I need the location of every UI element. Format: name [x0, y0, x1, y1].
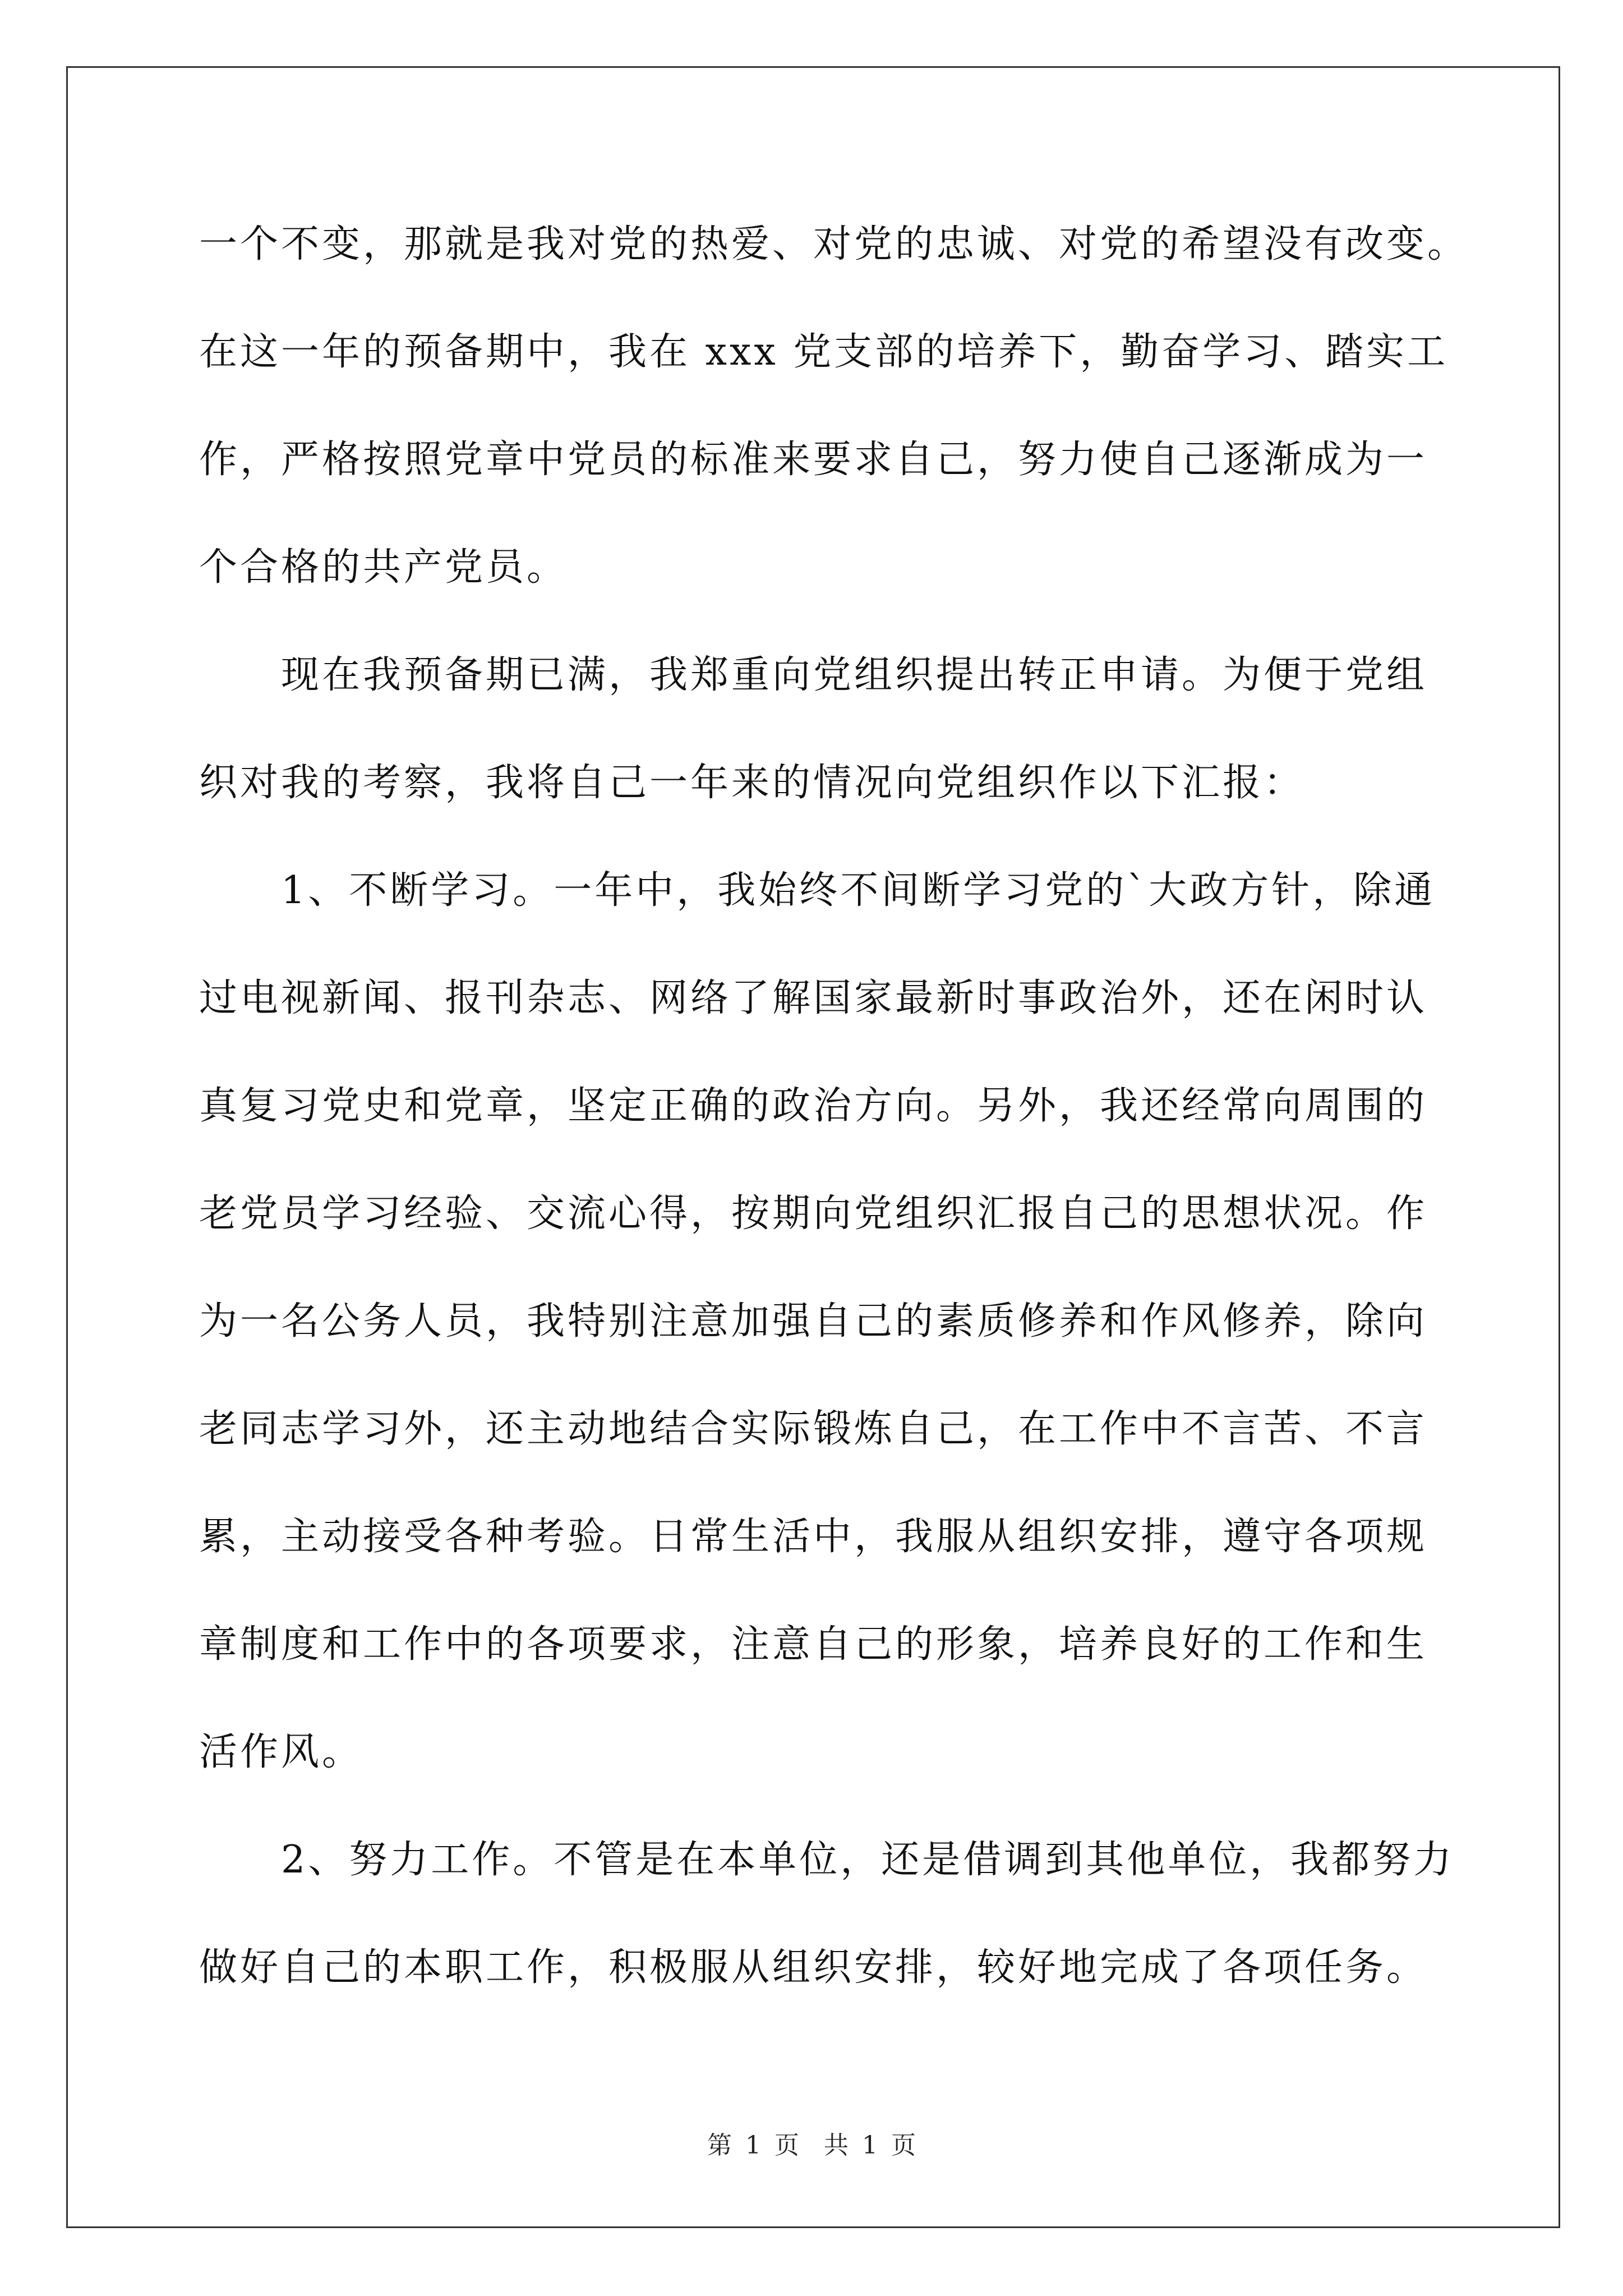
text-line: 真复习党史和党章，坚定正确的政治方向。另外，我还经常向周围的: [199, 1084, 1428, 1128]
text-line: 过电视新闻、报刊杂志、网络了解国家最新时事政治外，还在闲时认: [199, 976, 1428, 1020]
text-line: 织对我的考察，我将自己一年来的情况向党组织作以下汇报：: [199, 761, 1305, 805]
text-line: 1、不断学习。一年中，我始终不间断学习党的`大政方针，除通: [199, 868, 1436, 913]
page-footer: 第 1 页 共 1 页: [707, 2131, 916, 2160]
text-line: 老同志学习外，还主动地结合实际锻炼自己，在工作中不言苦、不言: [199, 1407, 1428, 1451]
text-line: 为一名公务人员，我特别注意加强自己的素质修养和作风修养，除向: [199, 1299, 1428, 1343]
text-line: 2、努力工作。不管是在本单位，还是借调到其他单位，我都努力: [199, 1838, 1455, 1882]
text-line: 个合格的共产党员。: [199, 545, 568, 590]
text-line: 作，严格按照党章中党员的标准来要求自己，努力使自己逐渐成为一: [199, 438, 1428, 482]
text-line: 老党员学习经验、交流心得，按期向党组织汇报自己的思想状况。作: [199, 1191, 1428, 1236]
text-line: 一个不变，那就是我对党的热爱、对党的忠诚、对党的希望没有改变。: [199, 222, 1469, 266]
text-line: 做好自己的本职工作，积极服从组织安排，较好地完成了各项任务。: [199, 1945, 1428, 1990]
text-line: 在这一年的预备期中，我在 xxx 党支部的培养下，勤奋学习、踏实工: [199, 330, 1449, 374]
text-line: 章制度和工作中的各项要求，注意自己的形象，培养良好的工作和生: [199, 1622, 1428, 1667]
page-border: [66, 66, 1560, 2228]
text-line: 累，主动接受各种考验。日常生活中，我服从组织安排，遵守各项规: [199, 1515, 1428, 1559]
text-line: 活作风。: [199, 1730, 363, 1774]
text-line: 现在我预备期已满，我郑重向党组织提出转正申请。为便于党组: [199, 653, 1428, 697]
